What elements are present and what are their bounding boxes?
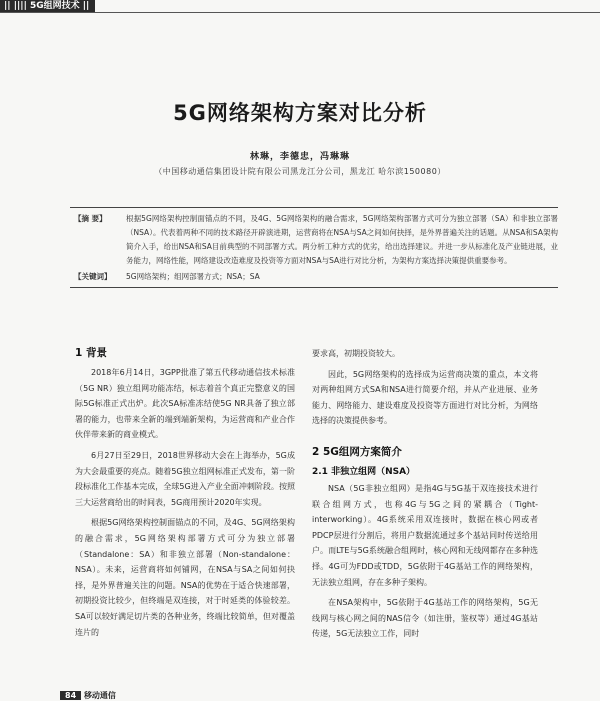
- paragraph: 在NSA架构中，5G依附于4G基站工作的网络架构，5G无线网与核心网之间的NAS信令（如注册，鉴权等）通过4G基站传递，5G无法独立工作，同时: [312, 598, 538, 639]
- page-number: 84: [60, 691, 81, 700]
- abstract-text: 根据5G网络架构控制面锚点的不同，及4G、5G网络架构的融合需求，5G网络架构部署方式可分为独立部署（SA）和非独立部署（NSA）。代表着两种不同的技术路径开辟演进期，运营商将在NSA与SA之间如何抉择，是外界普遍关注的话题。从NSA和SA架构简介入手，给出NSA和SA目前典型的不同部署方式。两分析工种方式的优劣，给出选择建议。并进一步从标准化及产业链进展，业务能力，网络性能，网络建设改造难度及投资等方面对NSA与SA进行对比分析，为架构方案选择决策提供重要参考。: [126, 214, 558, 265]
- header-rule: [0, 12, 600, 13]
- abstract-box: [70, 207, 558, 288]
- affiliation: （中国移动通信集团设计院有限公司黑龙江分公司，黑龙江 哈尔滨150080）: [154, 167, 446, 176]
- keywords-label: 【关键词】: [74, 272, 112, 281]
- section-tag: || |||| 5G组网技术 ||: [0, 0, 95, 12]
- right-column: [312, 346, 538, 647]
- paragraph: 根据5G网络架构控制面锚点的不同，及4G、5G网络架构的融合需求，5G网络架构部署方式可分为独立部署（Standalone：SA）和非独立部署（Non-standalone：NSA）。未来，运营商将如何铺网，在NSA与SA之间如何抉择，是外界普遍关注的问题。NSA的优势在于适合快速部署，初期投资比较少，但终端是双连接，对于时延类的体验较差。SA可以较好满足切片类的各种业务，终端比较简单，但对覆盖连片的: [75, 518, 295, 637]
- paragraph: NSA（5G非独立组网）是指4G与5G基于双连接技术进行联合组网方式，也称4G与5G之间的紧耦合（Tight-interworking）。4G系统采用双连接时，数据在核心网或者PDCP层进行分割后，将用户数据流通过多个基站同时传送给用户。而LTE与5G系统融合组网时，核心网和无线网都存在多种选择。4G可为FDD或TDD，5G依附于4G基站工作的网络架构，无法独立组网，存在多种子架构。: [312, 483, 538, 587]
- section-heading-background: 1 背景: [75, 347, 107, 359]
- paragraph: 因此，5G网络架构的选择成为运营商决策的重点，本文将对两种组网方式SA和NSA进行简要介绍，并从产业进展、业务能力、网络能力、建设难度及投资等方面进行对比分析，为网络选择的决策提供参考。: [312, 369, 538, 426]
- paragraph: 2018年6月14日，3GPP批准了第五代移动通信技术标准（5G NR）独立组网功能冻结，标志着首个真正完整意义的国际5G标准正式出炉。此次SA标准冻结使5G NR具备了独立部署的能力，也带来全新的端到端新架构，为运营商和产业合作伙伴带来新的商业模式。: [75, 368, 295, 440]
- running-header: [0, 0, 600, 12]
- paragraph: 6月27日至29日，2018世界移动大会在上海举办，5G成为大会最重要的亮点。随着5G独立组网标准正式发布，第一阶段标准化工作基本完成，全球5G进入产业全面冲刺阶段。按照三大运营商给出的时间表，5G商用预计2020年实现。: [75, 450, 295, 507]
- keywords-text: 5G网络架构；组网部署方式；NSA；SA: [126, 272, 260, 281]
- abstract-label: 【摘 要】: [74, 214, 107, 223]
- section-heading-overview: 2 5G组网方案简介: [312, 445, 402, 458]
- page-footer: [60, 690, 116, 701]
- abstract-row: [70, 212, 558, 268]
- left-column: [75, 345, 295, 645]
- article-title: 5G网络架构方案对比分析: [173, 101, 427, 125]
- journal-name: 移动通信: [83, 691, 116, 700]
- keywords-row: [70, 270, 558, 284]
- paragraph: 要求高，初期投资较大。: [312, 349, 400, 358]
- authors: 林琳，李德忠，冯琳琳: [249, 152, 350, 162]
- subsection-heading-nsa: 2.1 非独立组网（NSA）: [312, 466, 416, 477]
